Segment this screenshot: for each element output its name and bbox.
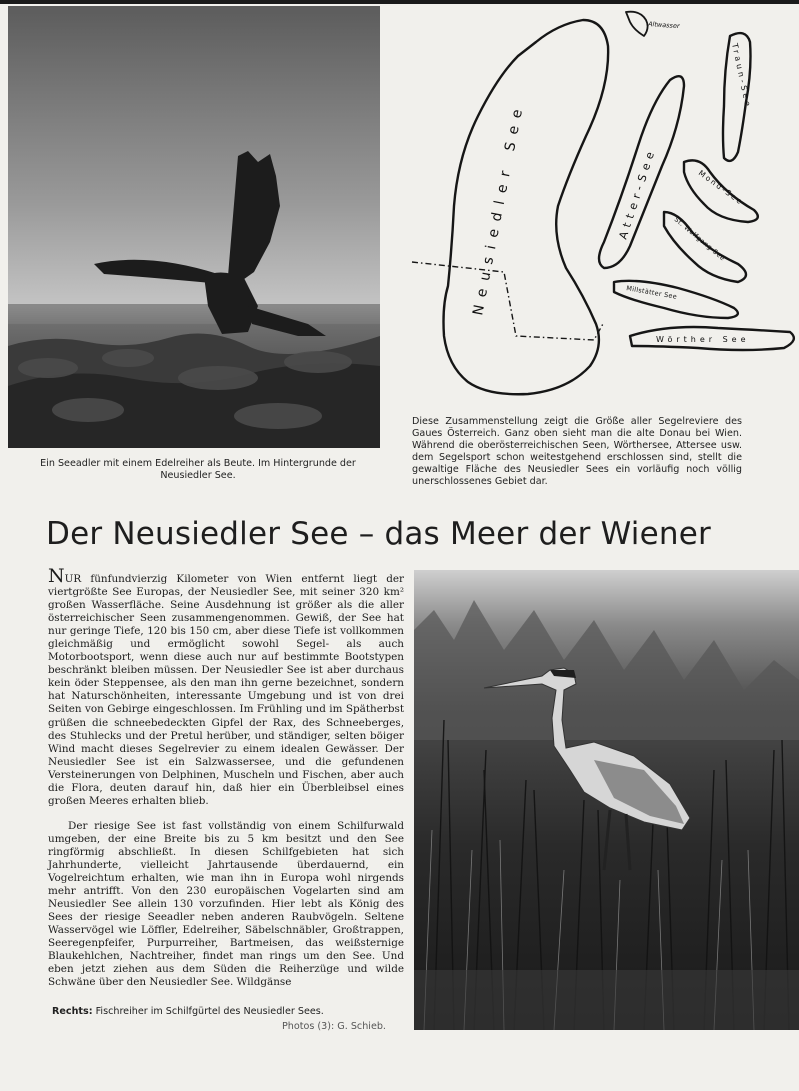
map-label-altwasser: Altwasser	[647, 20, 680, 31]
eagle-caption: Ein Seeadler mit einem Edelreiher als Beute. Im Hintergrunde der Neusiedler See.	[40, 458, 356, 481]
drop-cap: N	[48, 565, 65, 587]
altwasser-outline	[626, 12, 648, 36]
map-label-traun: Traun-See	[730, 42, 753, 110]
lakes-map	[408, 6, 799, 401]
neusiedler-see-outline	[444, 20, 609, 394]
map-label-millstaetter: Millstätter See	[625, 284, 678, 301]
eagle-photo	[8, 6, 380, 448]
map-label-atter: Atter-See	[616, 145, 659, 241]
border-line	[412, 262, 604, 340]
heron-caption-text: Fischreiher im Schilfgürtel des Neusiedler Sees.	[95, 1006, 324, 1017]
heron-caption-lead: Rechts:	[52, 1006, 93, 1017]
photo-credit: Photos (3): G. Schieb.	[282, 1021, 386, 1032]
map-label-neusiedler: Neusiedler See	[470, 100, 528, 317]
map-caption: Diese Zusammenstellung zeigt die Größe aller Segelreviere des Gaues Österreich. Ganz oben sieht man die alte Donau bei Wien. Während die oberösterreichischen Seen, Wörthersee, Attersee usw. dem Segelsport schon weitestgehend erschlossen sind, stellt die gewaltige Fläche des Neusiedler Sees ein vorläufig noch völlig unerschlossenes Gebiet dar.	[412, 416, 742, 487]
heron-photo	[414, 570, 799, 1030]
map-label-mond: Mond-See	[696, 168, 746, 207]
article-title: Der Neusiedler See – das Meer der Wiener	[46, 516, 711, 552]
paragraph-1: NUR fünfundvierzig Kilometer von Wien entfernt liegt der viertgrößte See Europas, der Neusiedler See, mit seiner 320 km² großen Wasserfläche. Seine Ausdehnung ist größer als die aller österreichischer Seen zusammengenommen. Gewiß, der See hat nur geringe Tiefe, 120 bis 150 cm, aber diese Tiefe ist vollkommen gleichmäßig und ermöglicht sowohl Segel- als auch Motorbootsport, wenn diese auch nur auf bestimmte Bootstypen beschränkt bleiben müssen. Der Neusiedler See ist aber durchaus kein öder Steppensee, als den man ihn gerne bezeichnet, sondern hat Naturschönheiten, interessante Umgebung und ist von drei Seiten von Gebirge eingeschlossen. Im Frühling und im Spätherbst grüßen die schneebedeckten Gipfel der Rax, des Schneeberges, des Stuhlecks und der Pretul herüber, und ständiger, selten böiger Wind macht dieses Segelrevier zu einem idealen Gewässer. Der Neusiedler See ist ein Salzwassersee, und die gefundenen Versteinerungen von Delphinen, Muscheln und Fischen, aber auch die Flora, deuten darauf hin, daß hier ein Überbleibsel eines großen Meeres erhalten blieb.	[48, 565, 404, 807]
top-rule	[0, 0, 799, 4]
map-label-woerther: Wörther See	[656, 335, 750, 344]
paragraph-2: Der riesige See ist fast vollständig von einem Schilfurwald umgeben, der eine Breite bis zu 5 km besitzt und den See ringförmig abschließt. In diesen Schilfgebieten hat sich Jahrhunderte, vielleicht Jahrtausende überdauernd, ein Vogelreichtum erhalten, wie man ihn in Europa wohl nirgends mehr antrifft. Von den 230 europäischen Vogelarten sind am Neusiedler See allein 130 vorzufinden. Hier lebt als König des Sees der riesige Seeadler neben anderen Raubvögeln. Seltene Wasservögel wie Löffler, Edelreiher, Säbelschnäbler, Großtrappen, Seeregenpfeifer, Purpurreiher, Bartmeisen, das weißsternige Blaukehlchen, Nachtreiher, findet man rings um den See. Und eben jetzt ziehen aus dem Süden die Reiherzüge und wilde Schwäne über den Neusiedler See. Wildgänse	[48, 819, 404, 989]
heron-caption	[52, 1006, 412, 1018]
article-body	[48, 565, 404, 989]
map-label-wolfgang: St. Wolfgang-See	[672, 215, 727, 263]
